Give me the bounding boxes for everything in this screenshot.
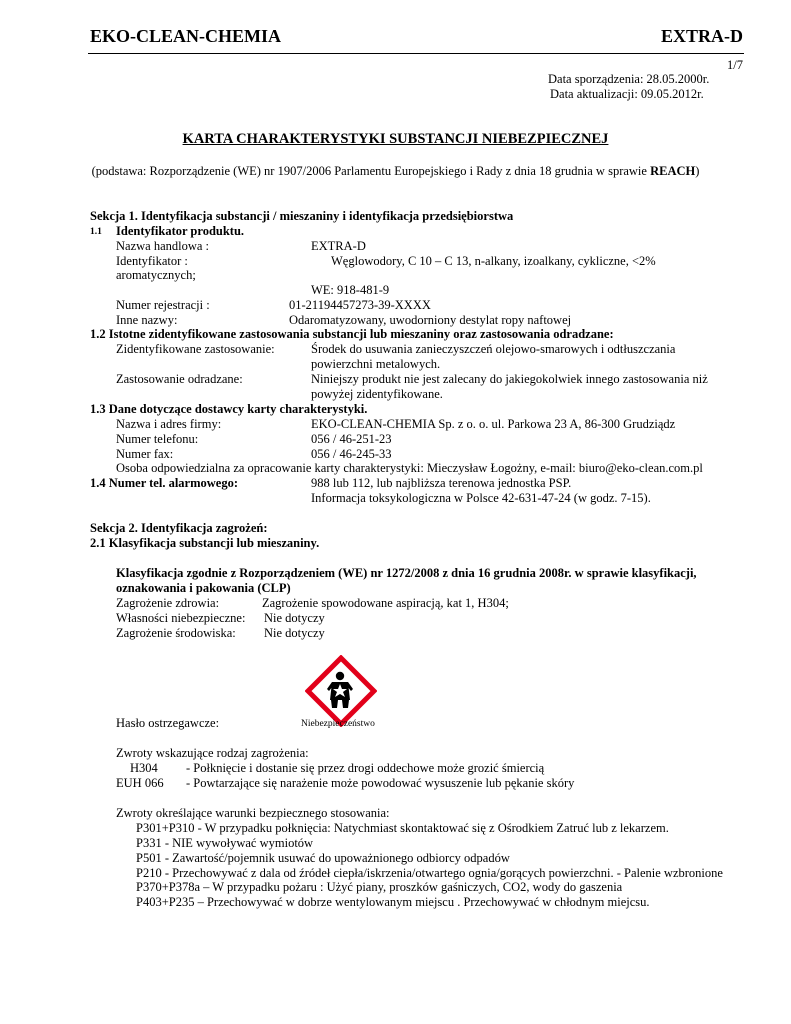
signal-word: Niebezpieczeństwo bbox=[301, 719, 375, 729]
document-title: KARTA CHARAKTERYSTYKI SUBSTANCJI NIEBEZPIECZNEJ bbox=[182, 131, 609, 147]
physical-label: Własności niebezpieczne: bbox=[116, 611, 246, 625]
p-statement: P370+P378a – W przypadku pożaru : Użyć piany, proszków gaśniczych, CO2, wody do gaszenia bbox=[136, 880, 623, 894]
basis-text: (podstawa: Rozporządzenie (WE) nr 1907/2006 Parlamentu Europejskiego i Rady z dnia 18 grudnia w sprawie bbox=[91, 164, 651, 178]
p-statement: P331 - NIE wywoływać wymiotów bbox=[136, 836, 314, 850]
h-statement-code: H304 bbox=[130, 761, 158, 775]
responsible-person: Osoba odpowiedzialna za opracowanie karty charakterystyki: Mieczysław Łogożny, e-mail: biuro@eko-clean.com.pl bbox=[116, 461, 703, 475]
date-updated: Data aktualizacji: 09.05.2012r. bbox=[550, 87, 704, 101]
env-value: Nie dotyczy bbox=[264, 626, 325, 640]
signal-word-label: Hasło ostrzegawcze: bbox=[116, 716, 220, 730]
regulation-basis bbox=[0, 164, 791, 179]
fax-value: 056 / 46-245-33 bbox=[311, 447, 392, 461]
phone-value: 056 / 46-251-23 bbox=[311, 432, 392, 446]
other-names-value: Odaromatyzowany, uwodorniony destylat ropy naftowej bbox=[289, 313, 572, 327]
reg-value: 01-21194457273-39-XXXX bbox=[289, 298, 431, 312]
health-label: Zagrożenie zdrowia: bbox=[116, 596, 220, 610]
product-name: EXTRA-D bbox=[660, 26, 743, 46]
h-statement-text: - Połknięcie i dostanie się przez drogi oddechowe może grozić śmiercią bbox=[186, 761, 545, 775]
phone-label: Numer telefonu: bbox=[116, 432, 199, 446]
physical-value: Nie dotyczy bbox=[264, 611, 325, 625]
fax-label: Numer fax: bbox=[116, 447, 174, 461]
p-statement: P301+P310 - W przypadku połknięcia: Natychmiast skontaktować się z Ośrodkiem Zatruć lub z lekarzem. bbox=[136, 821, 669, 835]
other-names-label: Inne nazwy: bbox=[116, 313, 178, 327]
company-name: EKO-CLEAN-CHEMIA bbox=[90, 26, 282, 46]
ghs08-health-hazard-icon bbox=[305, 655, 377, 727]
trade-name-label: Nazwa handlowa : bbox=[116, 239, 210, 253]
clp-line2: oznakowania i pakowania (CLP) bbox=[116, 581, 291, 595]
s11-title: Identyfikator produktu. bbox=[116, 224, 245, 238]
health-value: Zagrożenie spowodowane aspiracją, kat 1, H304; bbox=[262, 596, 509, 610]
h-statements-heading: Zwroty wskazujące rodzaj zagrożenia: bbox=[116, 746, 309, 760]
advised-label: Zastosowanie odradzane: bbox=[116, 372, 243, 386]
advised-line1: Niniejszy produkt nie jest zalecany do jakiegokolwiek innego zastosowania niż bbox=[311, 372, 708, 386]
uses-line1: Środek do usuwania zanieczyszczeń olejowo-smarowych i odtłuszczania bbox=[311, 342, 676, 356]
header-rule bbox=[88, 53, 744, 54]
section1-heading: Sekcja 1. Identyfikacja substancji / mieszaniny i identyfikacja przedsiębiorstwa bbox=[90, 209, 514, 223]
identifier-cont: aromatycznych; bbox=[116, 268, 196, 282]
emergency-line2: Informacja toksykologiczna w Polsce 42-631-47-24 (w godz. 7-15). bbox=[311, 491, 651, 505]
we-number: WE: 918-481-9 bbox=[311, 283, 390, 297]
p-statement: P501 - Zawartość/pojemnik usuwać do upoważnionego odbiorcy odpadów bbox=[136, 851, 510, 865]
s13-heading: 1.3 Dane dotyczące dostawcy karty charakterystyki. bbox=[90, 402, 368, 416]
p-statement: P403+P235 – Przechowywać w dobrze wentylowanym miejscu . Przechowywać w chłodnym miejcsu. bbox=[136, 895, 650, 909]
firm-label: Nazwa i adres firmy: bbox=[116, 417, 222, 431]
h-statement-text: - Powtarzające się narażenie może powodować wysuszenie lub pękanie skóry bbox=[186, 776, 575, 790]
h-statement-code: EUH 066 bbox=[116, 776, 164, 790]
uses-label: Zidentyfikowane zastosowanie: bbox=[116, 342, 275, 356]
p-statements-heading: Zwroty określające warunki bezpiecznego stosowania: bbox=[116, 806, 390, 820]
p-statement: P210 - Przechowywać z dala od źródeł ciepła/iskrzenia/otwartego ognia/gorących powierzchni. - Palenie wzbronione bbox=[136, 866, 723, 880]
trade-name-value: EXTRA-D bbox=[311, 239, 366, 253]
identifier-value: Węglowodory, C 10 – C 13, n-alkany, izoalkany, cykliczne, <2% bbox=[331, 254, 656, 268]
uses-line2: powierzchni metalowych. bbox=[311, 357, 441, 371]
date-created: Data sporządzenia: 28.05.2000r. bbox=[548, 72, 710, 86]
firm-value: EKO-CLEAN-CHEMIA Sp. z o. o. ul. Parkowa 23 A, 86-300 Grudziądz bbox=[311, 417, 676, 431]
identifier-label: Identyfikator : bbox=[116, 254, 188, 268]
basis-reach: REACH bbox=[650, 164, 696, 178]
reg-label: Numer rejestracji : bbox=[116, 298, 210, 312]
page-number: 1/7 bbox=[727, 58, 743, 72]
emergency-line1: 988 lub 112, lub najbliższa terenowa jednostka PSP. bbox=[311, 476, 572, 490]
basis-close: ) bbox=[695, 164, 700, 178]
s14-heading: 1.4 Numer tel. alarmowego: bbox=[90, 476, 238, 490]
advised-line2: powyżej zidentyfikowane. bbox=[311, 387, 443, 401]
s11-number: 1.1 bbox=[90, 227, 102, 237]
s12-heading: 1.2 Istotne zidentyfikowane zastosowania substancji lub mieszaniny oraz zastosowania odradzane: bbox=[90, 327, 614, 341]
clp-line1: Klasyfikacja zgodnie z Rozporządzeniem (WE) nr 1272/2008 z dnia 16 grudnia 2008r. w sprawie klasyfikacji, bbox=[116, 566, 697, 580]
section2-heading: Sekcja 2. Identyfikacja zagrożeń: bbox=[90, 521, 268, 535]
env-label: Zagrożenie środowiska: bbox=[116, 626, 236, 640]
s21-heading: 2.1 Klasyfikacja substancji lub mieszaniny. bbox=[90, 536, 320, 550]
